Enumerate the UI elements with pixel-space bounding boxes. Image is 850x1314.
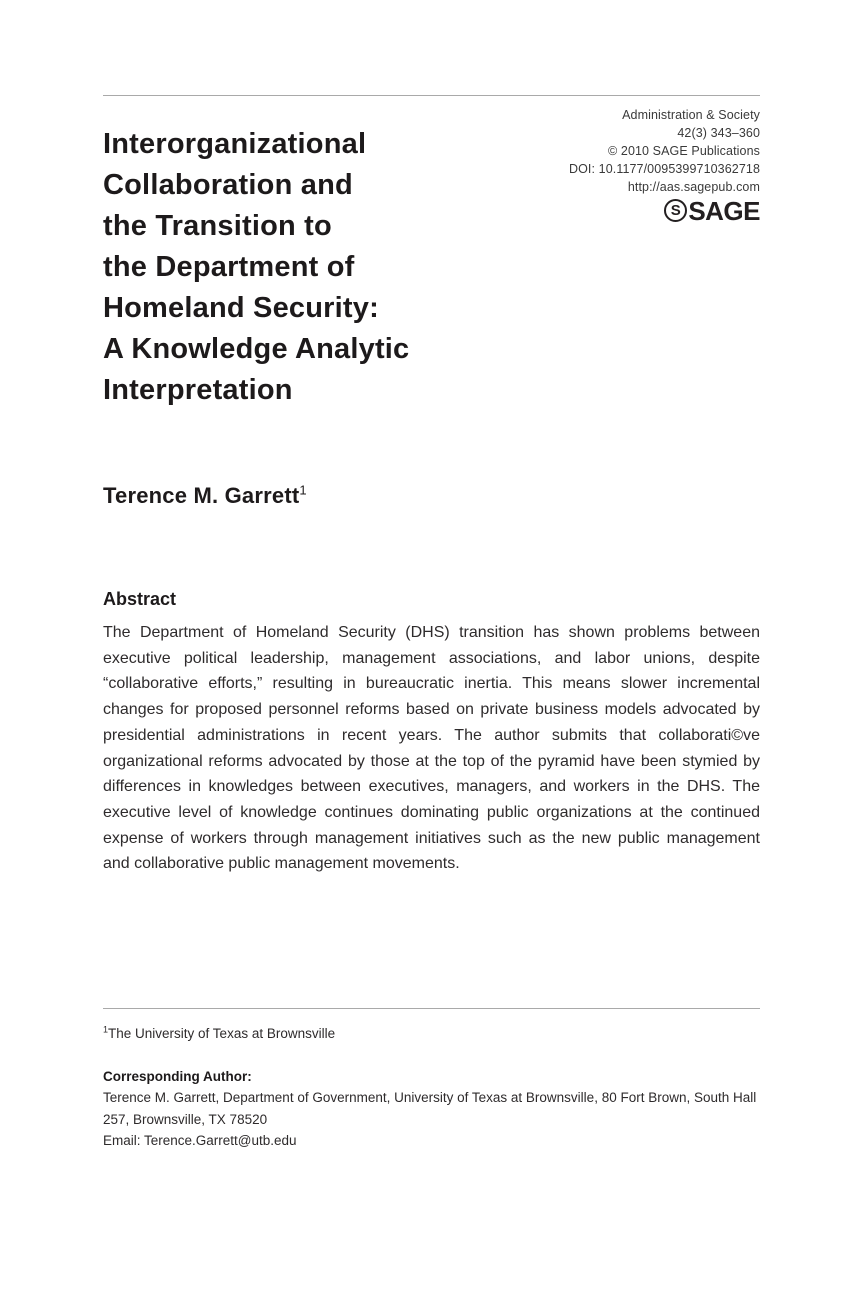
author-footnote-marker: 1 [299,482,307,498]
author-affiliation [103,1026,335,1041]
title-line: Interorganizational [103,128,367,160]
journal-issue-pages: 42(3) 343–360 [677,126,760,140]
title-line: the Department of [103,251,355,283]
header-divider [103,95,760,96]
abstract-heading: Abstract [103,589,177,609]
journal-doi: DOI: 10.1177/0095399710362718 [568,162,760,176]
sage-logo-text: SAGE [688,195,760,226]
title-line: the Transition to [103,210,332,242]
title-line: A Knowledge Analytic [103,333,410,365]
author-byline [103,483,307,509]
title-line: Collaboration and [103,169,353,201]
author-name: Terence M. Garrett [103,483,300,508]
corresponding-author-address: Terence M. Garrett, Department of Government, University of Texas at Brownsville, 80 Fort Brown, South Hall 257, Brownsville, TX 78520 [103,1090,757,1127]
affiliation-text: The University of Texas at Brownsville [108,1026,336,1041]
corresponding-author-block [103,1066,760,1151]
journal-name: Administration & Society [622,108,760,122]
corresponding-author-label: Corresponding Author: [103,1069,252,1084]
journal-url: http://aas.sagepub.com [627,180,760,194]
footnote-divider [103,1008,760,1009]
title-line: Interpretation [103,374,293,406]
journal-info-block [568,106,760,226]
article-title [103,124,543,411]
title-line: Homeland Security: [103,292,379,324]
abstract-text: The Department of Homeland Security (DHS) transition has shown problems between executive political leadership, management associations, and labor unions, despite “collaborative efforts,” resulting in bureaucratic inertia. This means slower incremental changes for proposed personnel reforms based on private business models advocated by presidential administrations in recent years. The author submits that collaborati©ve organizational reforms advocated by those at the top of the pyramid have been stymied by differences in knowledges between executives, managers, and workers in the DHS. The executive level of knowledge continues dominating public organizations at the continued expense of workers through management initiatives such as the new public management and collaborative public management movements. [103,624,760,873]
sage-circle-s-icon: S [664,199,687,222]
journal-copyright: © 2010 SAGE Publications [608,144,760,158]
sage-logo [569,195,760,226]
affiliation-footnote-marker: 1 [103,1024,109,1035]
corresponding-author-email: Email: Terence.Garrett@utb.edu [103,1132,297,1148]
